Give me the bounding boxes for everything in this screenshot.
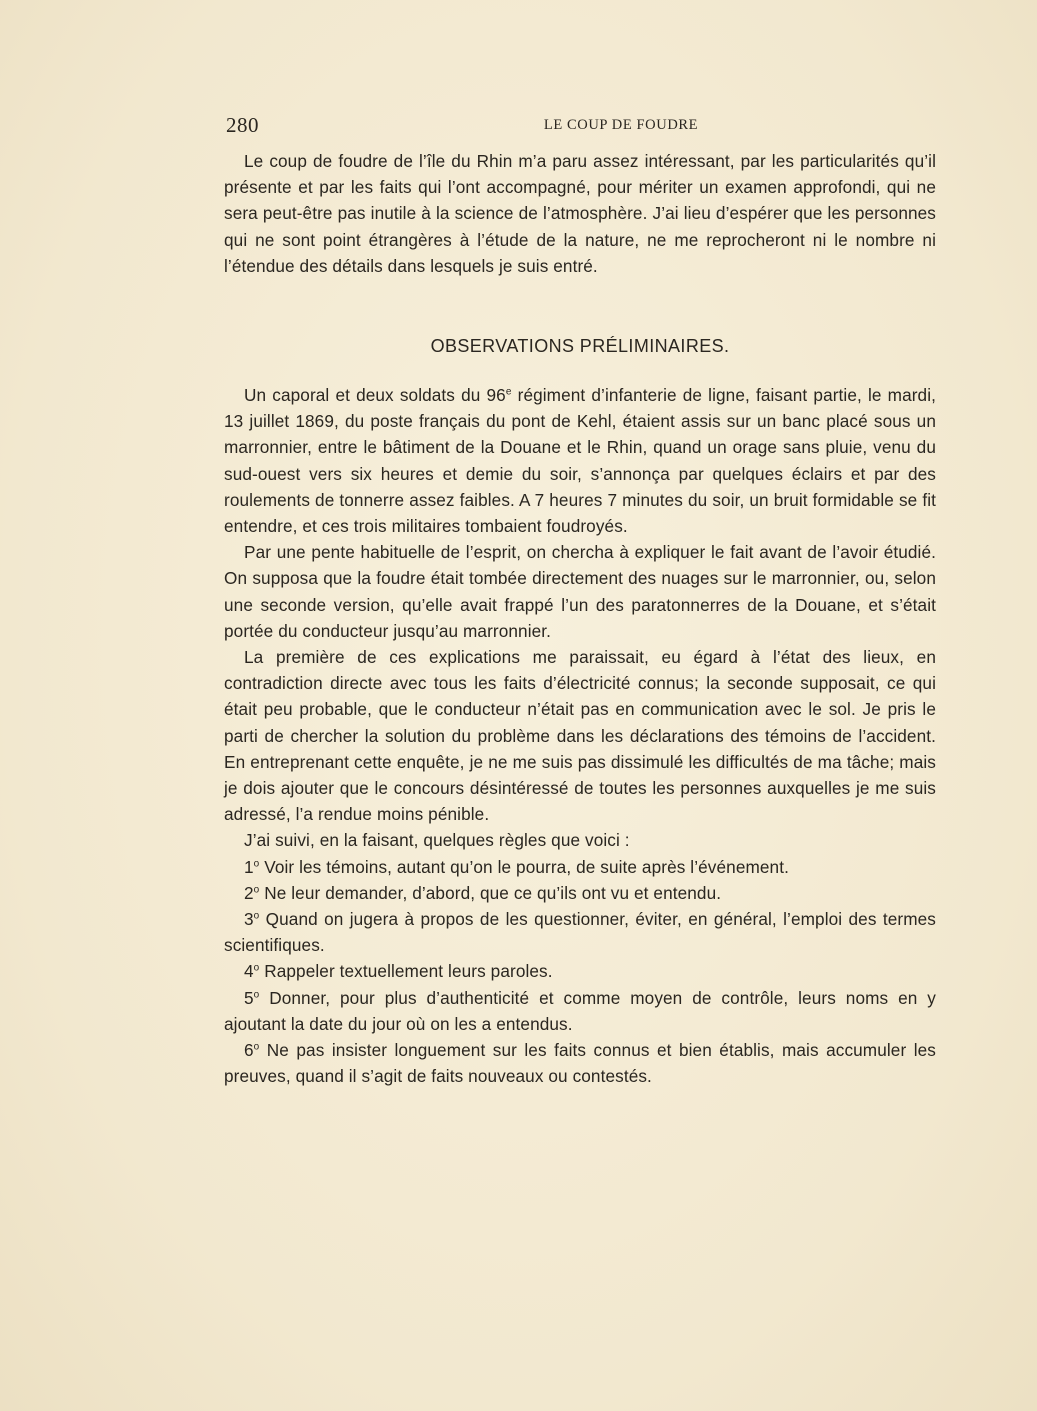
rule-item	[224, 880, 936, 906]
rule-ordinal: o	[253, 962, 260, 974]
rule-ordinal: o	[253, 988, 260, 1000]
rule-ordinal: o	[253, 910, 260, 922]
rule-text: Ne leur demander, d’abord, que ce qu’ils ont vu et entendu.	[259, 882, 722, 903]
rule-text: Donner, pour plus d’authenticité et comme moyen de contrôle, leurs noms en y ajoutant la date du jour où on les a entendus.	[224, 987, 936, 1034]
rule-number: 2	[244, 882, 254, 903]
rule-item	[224, 854, 936, 880]
page-number: 280	[226, 113, 259, 137]
rule-number: 5	[244, 987, 254, 1008]
body-block	[224, 382, 936, 1089]
intro-paragraph: Le coup de foudre de l’île du Rhin m’a paru assez intéressant, par les particularités qu’il présente et par les faits qui l’ont accompagné, pour mériter un examen approfondi, qui ne sera peut-être pas inutile à la science de l’atmosphère. J’ai lieu d’espérer que les personnes qui ne sont point étrangères à l’étude de la nature, ne me reprocheront ni le nombre ni l’étendue des détails dans lesquels je suis entré.	[224, 151, 936, 276]
paragraph-1-start: Un caporal et deux soldats du 96	[244, 385, 506, 405]
rule-number: 1	[244, 856, 254, 877]
rule-text: Quand on jugera à propos de les questionner, éviter, en général, l’emploi des termes scientifiques.	[224, 909, 936, 956]
paragraph-4: J’ai suivi, en la faisant, quelques règles que voici :	[244, 830, 630, 851]
rule-text: Rappeler textuellement leurs paroles.	[259, 961, 553, 982]
rule-item	[224, 985, 936, 1037]
rule-ordinal: o	[253, 1041, 260, 1053]
intro-block	[224, 148, 936, 279]
section-title: OBSERVATIONS PRÉLIMINAIRES.	[430, 336, 730, 356]
paragraph-1-superscript: e	[505, 386, 512, 398]
rule-item	[224, 958, 936, 984]
paragraph-1-rest: régiment d’infanterie de ligne, faisant partie, le mardi, 13 juillet 1869, du poste français du pont de Kehl, étaient assis sur un banc placé sous un marronnier, entre le bâtiment de la Douane et le Rhin, quand un orage sans pluie, venu du sud-ouest vers six heures et demie du soir, s’annonça par quelques éclairs et par des roulements de tonnerre assez faibles. A 7 heures 7 minutes du soir, un bruit formidable se fit entendre, et ces trois militaires tombaient foudroyés.	[224, 385, 937, 537]
rule-text: Voir les témoins, autant qu’on le pourra, de suite après l’événement.	[259, 856, 789, 877]
running-head: LE COUP DE FOUDRE	[543, 117, 699, 133]
rule-number: 4	[244, 961, 254, 982]
rule-ordinal: o	[253, 857, 260, 869]
rule-item	[224, 906, 936, 958]
rule-number: 3	[244, 909, 254, 930]
paragraph-3: La première de ces explications me paraissait, eu égard à l’état des lieux, en contradiction directe avec tous les faits d’électricité connus; la seconde supposait, ce qui était peu probable, que le conducteur n’était pas en communication avec le sol. Je pris le parti de chercher la solution du problème dans les déclarations des témoins de l’accident. En entreprenant cette enquête, je ne me suis pas dissimulé les difficultés de ma tâche; mais je dois ajouter que le concours désintéressé de toutes les personnes auxquelles je me suis adressé, l’a rendue moins pénible.	[224, 647, 936, 825]
rule-text: Ne pas insister longuement sur les faits connus et bien établis, mais accumuler les preuves, quand il s’agit de faits nouveaux ou contestés.	[224, 1040, 936, 1087]
page-header	[226, 113, 936, 139]
rule-item	[224, 1037, 936, 1089]
paragraph-1	[224, 382, 936, 539]
rule-ordinal: o	[253, 884, 260, 896]
rule-number: 6	[244, 1040, 254, 1061]
paragraph-2: Par une pente habituelle de l’esprit, on chercha à expliquer le fait avant de l’avoir étudié. On supposa que la foudre était tombée directement des nuages sur le marronnier, ou, selon une seconde version, qu’elle avait frappé l’un des paratonnerres de la Douane, et s’était portée du conducteur jusqu’au marronnier.	[224, 542, 936, 641]
